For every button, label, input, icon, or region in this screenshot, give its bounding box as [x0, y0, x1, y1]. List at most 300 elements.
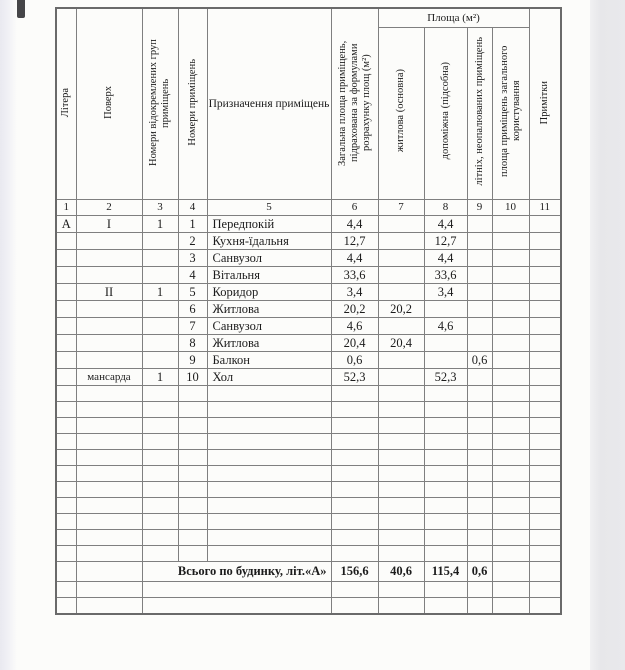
empty-cell: [178, 530, 207, 546]
cell-living-area: [378, 250, 424, 267]
total-living-value: 40,6: [378, 562, 424, 582]
cell-room-name: Балкон: [207, 352, 331, 369]
cell-common-area: [492, 250, 529, 267]
cell-room-no: 8: [178, 335, 207, 352]
cell-total-area: 52,3: [331, 369, 378, 386]
cell-total-area: 33,6: [331, 267, 378, 284]
empty-cell: [378, 450, 424, 466]
blank-row: [56, 434, 561, 450]
empty-cell: [529, 598, 561, 615]
cell-notes: [529, 335, 561, 352]
empty-cell: [56, 514, 76, 530]
empty-cell: [467, 418, 492, 434]
empty-cell: [56, 598, 76, 615]
cell-aux-area: [424, 352, 467, 369]
totals-label: Всього по будинку, літ.«А»: [142, 562, 331, 582]
empty-cell: [142, 582, 331, 598]
empty-cell: [378, 482, 424, 498]
blank-row: [56, 546, 561, 562]
empty-cell: [331, 514, 378, 530]
cell-floor: [76, 318, 142, 335]
cell-common-area: [492, 352, 529, 369]
empty-cell: [331, 582, 378, 598]
cell-total-area: 4,6: [331, 318, 378, 335]
empty-cell: [331, 546, 378, 562]
empty-cell: [378, 418, 424, 434]
empty-cell: [424, 434, 467, 450]
col-header-room-numbers: [178, 8, 207, 200]
col-header-notes: [529, 8, 561, 200]
cell-living-area: [378, 352, 424, 369]
cell-litera: [56, 369, 76, 386]
total-aux-value: 115,4: [424, 562, 467, 582]
cell-room-no: 6: [178, 301, 207, 318]
cell-floor: [76, 352, 142, 369]
empty-cell: [378, 546, 424, 562]
empty-cell: [492, 514, 529, 530]
cell-summer-area: [467, 267, 492, 284]
empty-cell: [56, 582, 76, 598]
empty-cell: [424, 546, 467, 562]
empty-cell: [178, 482, 207, 498]
table-row: [56, 301, 561, 318]
empty-cell: [467, 530, 492, 546]
cell-room-name: Житлова: [207, 301, 331, 318]
column-numbering-row: [56, 200, 561, 216]
empty-cell: [529, 546, 561, 562]
empty-cell: [424, 498, 467, 514]
empty-cell: [467, 434, 492, 450]
table-row: [56, 250, 561, 267]
cell-floor: [76, 250, 142, 267]
empty-cell: [56, 498, 76, 514]
empty-cell: [142, 466, 178, 482]
cell-room-name: Коридор: [207, 284, 331, 301]
cell-group-no: [142, 267, 178, 284]
empty-cell: [56, 418, 76, 434]
cell-group-no: [142, 301, 178, 318]
cell-summer-area: [467, 216, 492, 233]
empty-cell: [178, 514, 207, 530]
cell-floor: мансарда: [76, 369, 142, 386]
page-left-edge-shadow: [0, 0, 17, 670]
blank-row: [56, 498, 561, 514]
col-header-total-area: [331, 8, 378, 200]
col-number: 3: [142, 200, 178, 216]
empty-cell: [142, 482, 178, 498]
empty-cell: [178, 466, 207, 482]
col-number: 9: [467, 200, 492, 216]
empty-cell: [378, 598, 424, 615]
cell-notes: [529, 318, 561, 335]
col-header-room-purpose-label: Призначення приміщень: [208, 97, 330, 110]
empty-cell: [56, 482, 76, 498]
empty-cell: [178, 386, 207, 402]
cell-aux-area: 4,4: [424, 216, 467, 233]
empty-cell: [207, 530, 331, 546]
empty-cell: [178, 498, 207, 514]
cell-room-name: Житлова: [207, 335, 331, 352]
empty-cell: [142, 450, 178, 466]
empty-cell: [492, 546, 529, 562]
col-header-common-area: [492, 28, 529, 200]
empty-cell: [492, 482, 529, 498]
cell-total-area: 12,7: [331, 233, 378, 250]
col-header-room-purpose: [207, 8, 331, 200]
empty-cell: [424, 482, 467, 498]
empty-cell: [207, 450, 331, 466]
empty-cell: [492, 530, 529, 546]
cell-aux-area: [424, 301, 467, 318]
blank-row: [56, 598, 561, 615]
cell-litera: [56, 301, 76, 318]
cell-room-no: 1: [178, 216, 207, 233]
cell-room-no: 2: [178, 233, 207, 250]
empty-cell: [492, 386, 529, 402]
empty-cell: [178, 402, 207, 418]
empty-cell: [207, 418, 331, 434]
total-area-value: 156,6: [331, 562, 378, 582]
cell-group-no: 1: [142, 216, 178, 233]
col-header-aux-area-label: допоміжна (підсобна): [439, 62, 451, 160]
col-header-living-area: [378, 28, 424, 200]
scan-artifact-mark: [17, 0, 25, 18]
empty-cell: [467, 466, 492, 482]
empty-cell: [424, 598, 467, 615]
cell-common-area: [492, 216, 529, 233]
empty-cell: [207, 498, 331, 514]
empty-cell: [467, 598, 492, 615]
empty-cell: [424, 418, 467, 434]
cell-common-area: [492, 267, 529, 284]
cell-summer-area: 0,6: [467, 352, 492, 369]
empty-cell: [424, 402, 467, 418]
col-number: 8: [424, 200, 467, 216]
empty-cell: [76, 498, 142, 514]
cell-group-no: 1: [142, 284, 178, 301]
empty-cell: [529, 482, 561, 498]
cell-litera: [56, 562, 76, 582]
empty-cell: [56, 434, 76, 450]
col-header-group-numbers: [142, 8, 178, 200]
cell-group-no: [142, 233, 178, 250]
col-header-living-area-label: житлова (основна): [395, 69, 406, 153]
blank-row: [56, 530, 561, 546]
empty-cell: [331, 402, 378, 418]
cell-total-area: 20,4: [331, 335, 378, 352]
empty-cell: [467, 402, 492, 418]
empty-cell: [331, 450, 378, 466]
cell-litera: А: [56, 216, 76, 233]
col-header-summer-area-label: літніх, неопалюваних приміщень: [473, 36, 485, 186]
empty-cell: [467, 450, 492, 466]
table-row: [56, 369, 561, 386]
empty-cell: [424, 514, 467, 530]
blank-row: [56, 386, 561, 402]
empty-cell: [142, 418, 178, 434]
cell-floor: [76, 562, 142, 582]
empty-cell: [529, 498, 561, 514]
cell-summer-area: [467, 301, 492, 318]
cell-notes: [529, 267, 561, 284]
col-header-group-numbers-label: Номери відокремлених груп приміщень: [148, 39, 171, 166]
empty-cell: [529, 466, 561, 482]
empty-cell: [56, 546, 76, 562]
empty-cell: [76, 450, 142, 466]
empty-cell: [492, 582, 529, 598]
empty-cell: [142, 498, 178, 514]
cell-litera: [56, 335, 76, 352]
empty-cell: [529, 514, 561, 530]
table-row: [56, 267, 561, 284]
cell-notes: [529, 369, 561, 386]
empty-cell: [76, 546, 142, 562]
empty-cell: [142, 514, 178, 530]
cell-living-area: 20,2: [378, 301, 424, 318]
blank-row: [56, 482, 561, 498]
empty-cell: [56, 530, 76, 546]
cell-room-name: Хол: [207, 369, 331, 386]
cell-common-area: [492, 233, 529, 250]
empty-cell: [378, 514, 424, 530]
empty-cell: [76, 434, 142, 450]
col-number: 1: [56, 200, 76, 216]
col-number: 2: [76, 200, 142, 216]
cell-living-area: 20,4: [378, 335, 424, 352]
cell-room-no: 10: [178, 369, 207, 386]
empty-cell: [378, 466, 424, 482]
empty-cell: [378, 582, 424, 598]
empty-cell: [492, 466, 529, 482]
empty-cell: [56, 450, 76, 466]
empty-cell: [178, 434, 207, 450]
empty-cell: [76, 582, 142, 598]
blank-row: [56, 418, 561, 434]
col-header-floor-label: Поверх: [103, 86, 114, 119]
cell-summer-area: [467, 250, 492, 267]
cell-room-name: Кухня-їдальня: [207, 233, 331, 250]
total-summer-value: 0,6: [467, 562, 492, 582]
cell-common-area: [492, 301, 529, 318]
empty-cell: [529, 582, 561, 598]
empty-cell: [492, 434, 529, 450]
total-notes-value: [529, 562, 561, 582]
cell-living-area: [378, 267, 424, 284]
empty-cell: [467, 582, 492, 598]
empty-cell: [142, 386, 178, 402]
cell-summer-area: [467, 335, 492, 352]
group-header-area-label: Площа (м²): [427, 12, 480, 24]
cell-group-no: [142, 318, 178, 335]
col-header-room-numbers-label: Номери приміщень: [186, 59, 198, 146]
total-common-value: [492, 562, 529, 582]
empty-cell: [142, 434, 178, 450]
cell-notes: [529, 216, 561, 233]
cell-litera: [56, 267, 76, 284]
cell-notes: [529, 284, 561, 301]
empty-cell: [207, 514, 331, 530]
empty-cell: [529, 402, 561, 418]
empty-cell: [207, 386, 331, 402]
cell-notes: [529, 233, 561, 250]
empty-cell: [529, 386, 561, 402]
empty-cell: [424, 466, 467, 482]
empty-cell: [76, 466, 142, 482]
empty-cell: [467, 546, 492, 562]
empty-cell: [529, 434, 561, 450]
table-row: [56, 352, 561, 369]
col-number: 10: [492, 200, 529, 216]
empty-cell: [492, 598, 529, 615]
cell-notes: [529, 352, 561, 369]
empty-cell: [424, 530, 467, 546]
col-header-total-area-label: Загальна площа приміщень, підрахована за формулами розрахунку площ (м²): [336, 39, 372, 166]
cell-living-area: [378, 369, 424, 386]
empty-cell: [424, 582, 467, 598]
cell-room-no: 4: [178, 267, 207, 284]
cell-group-no: 1: [142, 369, 178, 386]
empty-cell: [76, 514, 142, 530]
cell-litera: [56, 250, 76, 267]
cell-aux-area: 12,7: [424, 233, 467, 250]
cell-aux-area: 3,4: [424, 284, 467, 301]
empty-cell: [76, 598, 142, 615]
cell-common-area: [492, 335, 529, 352]
page-right-edge-shadow: [590, 0, 625, 670]
cell-summer-area: [467, 284, 492, 301]
empty-cell: [492, 498, 529, 514]
cell-notes: [529, 301, 561, 318]
empty-cell: [378, 498, 424, 514]
cell-group-no: [142, 335, 178, 352]
col-header-litera-label: Літера: [60, 87, 72, 118]
empty-cell: [56, 466, 76, 482]
empty-cell: [378, 386, 424, 402]
empty-cell: [378, 402, 424, 418]
empty-cell: [178, 546, 207, 562]
cell-common-area: [492, 318, 529, 335]
cell-total-area: 4,4: [331, 250, 378, 267]
empty-cell: [142, 530, 178, 546]
col-header-litera: [56, 8, 76, 200]
group-header-area: [378, 8, 529, 28]
empty-cell: [492, 450, 529, 466]
cell-living-area: [378, 233, 424, 250]
cell-summer-area: [467, 318, 492, 335]
cell-aux-area: 4,6: [424, 318, 467, 335]
blank-row: [56, 466, 561, 482]
cell-aux-area: 52,3: [424, 369, 467, 386]
empty-cell: [331, 386, 378, 402]
empty-cell: [331, 530, 378, 546]
cell-common-area: [492, 284, 529, 301]
premises-explication-table: [55, 7, 562, 615]
table-row: [56, 335, 561, 352]
empty-cell: [76, 530, 142, 546]
cell-summer-area: [467, 369, 492, 386]
empty-cell: [467, 514, 492, 530]
cell-room-name: Санвузол: [207, 250, 331, 267]
cell-floor: [76, 233, 142, 250]
empty-cell: [331, 498, 378, 514]
col-header-aux-area: [424, 28, 467, 200]
empty-cell: [424, 386, 467, 402]
empty-cell: [467, 498, 492, 514]
empty-cell: [331, 418, 378, 434]
empty-cell: [467, 482, 492, 498]
col-header-notes-label: Примітки: [538, 80, 550, 125]
empty-cell: [142, 546, 178, 562]
empty-cell: [331, 466, 378, 482]
cell-room-no: 5: [178, 284, 207, 301]
cell-notes: [529, 250, 561, 267]
cell-room-name: Вітальня: [207, 267, 331, 284]
col-number: 6: [331, 200, 378, 216]
empty-cell: [142, 402, 178, 418]
cell-aux-area: [424, 335, 467, 352]
empty-cell: [207, 466, 331, 482]
col-number: 7: [378, 200, 424, 216]
blank-row: [56, 582, 561, 598]
empty-cell: [56, 402, 76, 418]
empty-cell: [56, 386, 76, 402]
empty-cell: [142, 598, 331, 615]
blank-row: [56, 402, 561, 418]
empty-cell: [529, 530, 561, 546]
col-number: 11: [529, 200, 561, 216]
cell-total-area: 0,6: [331, 352, 378, 369]
blank-row: [56, 514, 561, 530]
empty-cell: [331, 482, 378, 498]
table-row: [56, 318, 561, 335]
cell-group-no: [142, 352, 178, 369]
empty-cell: [76, 386, 142, 402]
col-number: 4: [178, 200, 207, 216]
table-row: [56, 284, 561, 301]
cell-litera: [56, 284, 76, 301]
table-row: [56, 216, 561, 233]
cell-floor: [76, 267, 142, 284]
empty-cell: [378, 434, 424, 450]
cell-aux-area: 4,4: [424, 250, 467, 267]
blank-row: [56, 450, 561, 466]
cell-group-no: [142, 250, 178, 267]
empty-cell: [178, 418, 207, 434]
col-number: 5: [207, 200, 331, 216]
cell-floor: І: [76, 216, 142, 233]
empty-cell: [424, 450, 467, 466]
col-header-summer-area: [467, 28, 492, 200]
cell-room-no: 3: [178, 250, 207, 267]
col-header-floor: [76, 8, 142, 200]
cell-total-area: 20,2: [331, 301, 378, 318]
empty-cell: [378, 530, 424, 546]
empty-cell: [331, 434, 378, 450]
cell-living-area: [378, 284, 424, 301]
cell-total-area: 3,4: [331, 284, 378, 301]
cell-room-no: 9: [178, 352, 207, 369]
empty-cell: [331, 598, 378, 615]
totals-row: [56, 562, 561, 582]
empty-cell: [76, 482, 142, 498]
cell-litera: [56, 352, 76, 369]
empty-cell: [76, 418, 142, 434]
cell-floor: [76, 301, 142, 318]
empty-cell: [207, 402, 331, 418]
cell-litera: [56, 233, 76, 250]
empty-cell: [467, 386, 492, 402]
empty-cell: [76, 402, 142, 418]
